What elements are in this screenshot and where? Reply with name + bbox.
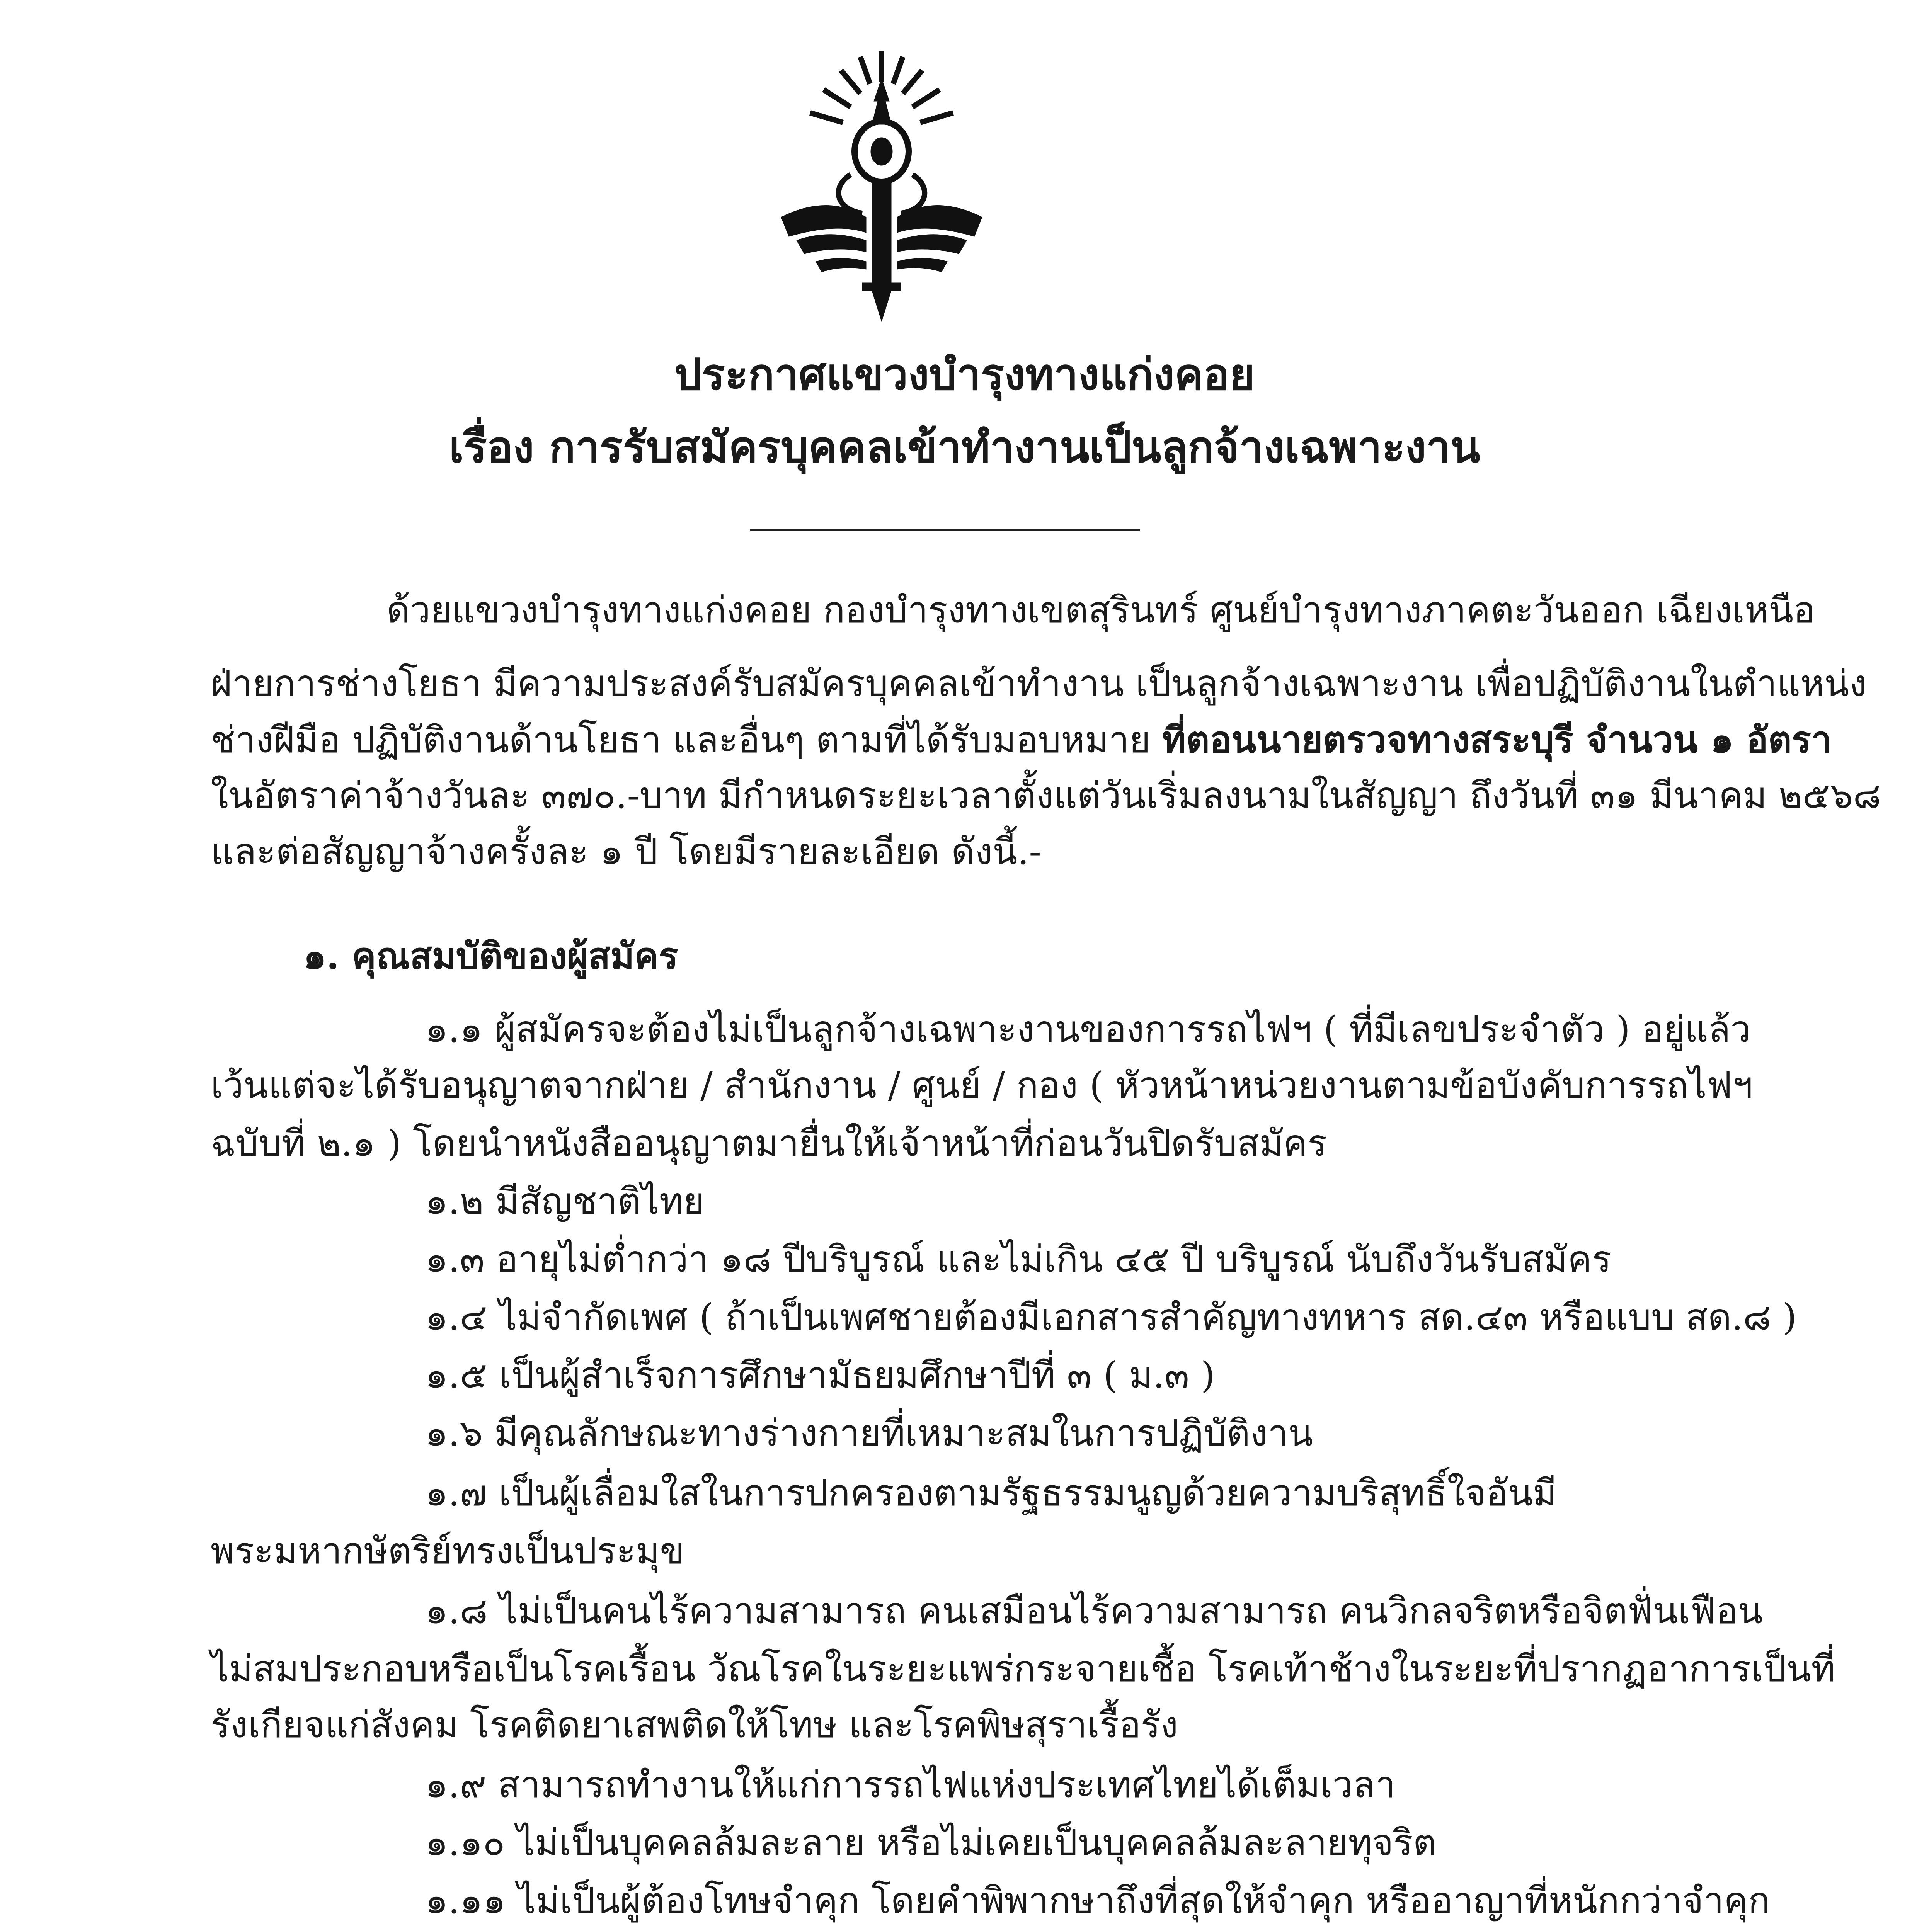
intro-line-3-text: ช่างฝีมือ ปฏิบัติงานด้านโยธา และอื่นๆ ตามที่ได้รับมอบหมาย xyxy=(211,719,1162,761)
qualification-line: ๑.๑๐ ไม่เป็นบุคคลล้มละลาย หรือไม่เคยเป็นบุคคลล้มละลายทุจริต xyxy=(425,1822,1437,1864)
qualification-line: พระมหากษัตริย์ทรงเป็นประมุข xyxy=(211,1530,685,1572)
qualification-line: ๑.๗ เป็นผู้เลื่อมใสในการปกครองตามรัฐธรรมนูญด้วยความบริสุทธิ์ใจอันมี xyxy=(425,1472,1557,1514)
qualification-line: ๑.๓ อายุไม่ต่ำกว่า ๑๘ ปีบริบูรณ์ และไม่เกิน ๔๕ ปี บริบูรณ์ นับถึงวันรับสมัคร xyxy=(425,1238,1612,1281)
qualification-line: รังเกียจแก่สังคม โรคติดยาเสพติดให้โทษ และโรคพิษสุราเรื้อรัง xyxy=(211,1704,1178,1746)
qualification-line: ฉบับที่ ๒.๑ ) โดยนำหนังสืออนุญาตมายื่นให้เจ้าหน้าที่ก่อนวันปิดรับสมัคร xyxy=(211,1122,1327,1165)
title-divider xyxy=(750,529,1140,531)
intro-line-4: ในอัตราค่าจ้างวันละ ๓๗๐.-บาท มีกำหนดระยะเวลาตั้งแต่วันเริ่มลงนามในสัญญา ถึงวันที่ ๓๑ มีนาคม ๒๕๖๘ xyxy=(211,775,1881,817)
qualification-line: ไม่สมประกอบหรือเป็นโรคเรื้อน วัณโรคในระยะแพร่กระจายเชื้อ โรคเท้าช้างในระยะที่ปรากฏอาการเป็นที่ xyxy=(211,1648,1835,1690)
intro-location-highlight: ที่ตอนนายตรวจทางสระบุรี จำนวน ๑ อัตรา xyxy=(1162,719,1832,761)
intro-line-2: ฝ่ายการช่างโยธา มีความประสงค์รับสมัครบุคคลเข้าทำงาน เป็นลูกจ้างเฉพาะงาน เพื่อปฏิบัติงานในตำแหน่ง xyxy=(211,663,1867,705)
announcement-subject: เรื่อง การรับสมัครบุคคลเข้าทำงานเป็นลูกจ้างเฉพาะงาน xyxy=(449,422,1480,473)
qualification-line: ๑.๙ สามารถทำงานให้แก่การรถไฟแห่งประเทศไทยได้เต็มเวลา xyxy=(425,1764,1396,1806)
qualification-line: ๑.๒ มีสัญชาติไทย xyxy=(425,1180,705,1223)
qualification-line: ๑.๑๑ ไม่เป็นผู้ต้องโทษจำคุก โดยคำพิพากษาถึงที่สุดให้จำคุก หรืออาญาที่หนักกว่าจำคุก xyxy=(425,1880,1770,1922)
intro-line-5: และต่อสัญญาจ้างครั้งละ ๑ ปี โดยมีรายละเอียด ดังนี้.- xyxy=(211,831,1042,873)
qualification-line: ๑.๘ ไม่เป็นคนไร้ความสามารถ คนเสมือนไร้ความสามารถ คนวิกลจริตหรือจิตฟั่นเฟือน xyxy=(425,1590,1763,1632)
announcement-title: ประกาศแขวงบำรุงทางแก่งคอย xyxy=(674,349,1255,400)
intro-line-3 xyxy=(211,715,1832,765)
qualification-line: ๑.๔ ไม่จำกัดเพศ ( ถ้าเป็นเพศชายต้องมีเอกสารสำคัญทางทหาร สด.๔๓ หรือแบบ สด.๘ ) xyxy=(425,1296,1797,1338)
qualification-line: เว้นแต่จะได้รับอนุญาตจากฝ่าย / สำนักงาน / ศูนย์ / กอง ( หัวหน้าหน่วยงานตามข้อบังคับการรถไฟฯ xyxy=(211,1065,1753,1107)
qualification-line: ๑.๖ มีคุณลักษณะทางร่างกายที่เหมาะสมในการปฏิบัติงาน xyxy=(425,1412,1313,1454)
qualification-line: ๑.๑ ผู้สมัครจะต้องไม่เป็นลูกจ้างเฉพาะงานของการรถไฟฯ ( ที่มีเลขประจำตัว ) อยู่แล้ว xyxy=(425,1009,1751,1051)
qualification-line: ๑.๕ เป็นผู้สำเร็จการศึกษามัธยมศึกษาปีที่ ๓ ( ม.๓ ) xyxy=(425,1354,1215,1396)
railway-emblem-icon xyxy=(773,36,990,329)
section-1-heading: ๑. คุณสมบัติของผู้สมัคร xyxy=(303,935,678,978)
intro-line-1: ด้วยแขวงบำรุงทางแก่งคอย กองบำรุงทางเขตสุรินทร์ ศูนย์บำรุงทางภาคตะวันออก เฉียงเหนือ xyxy=(386,589,1815,631)
